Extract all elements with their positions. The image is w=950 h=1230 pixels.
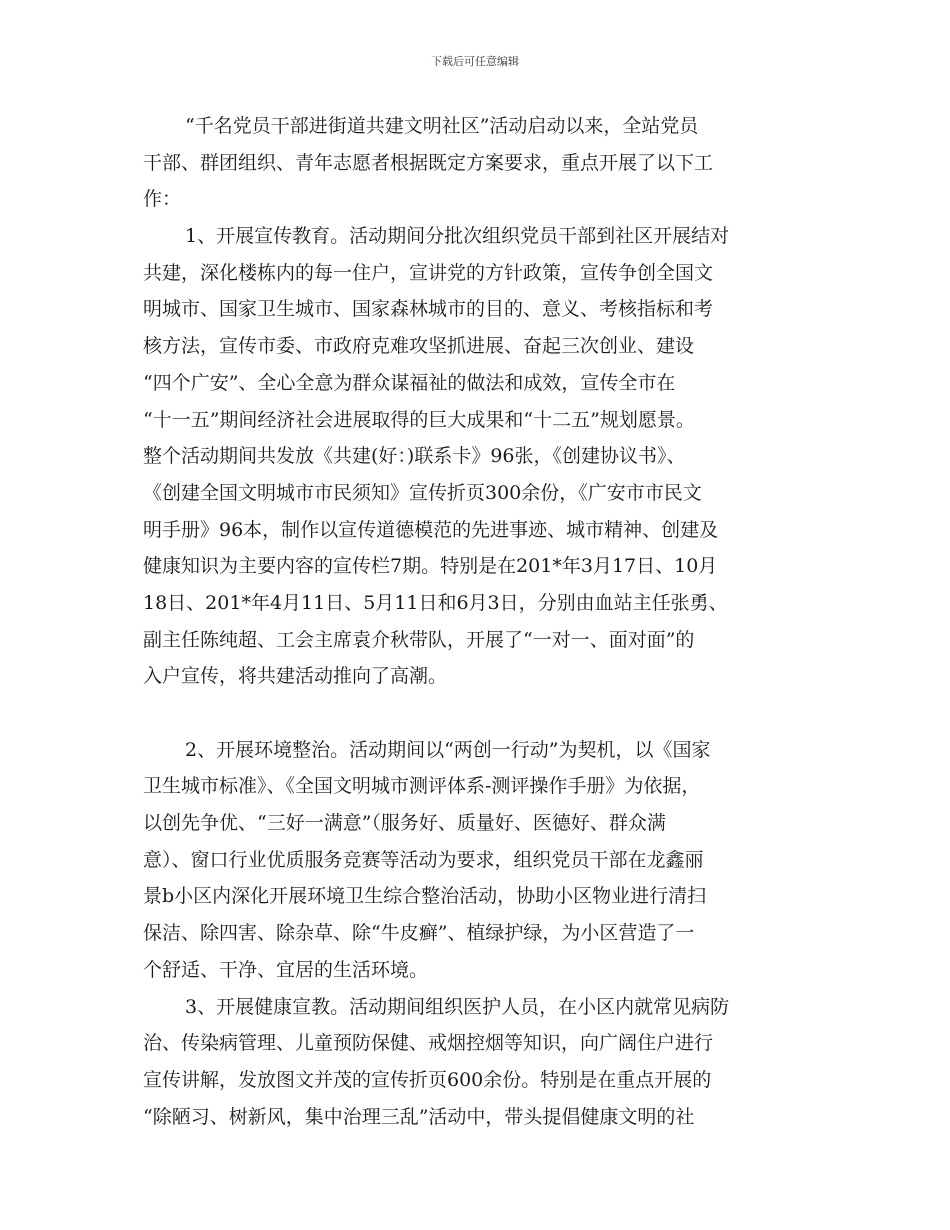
text-line: 1、开展宣传教育。活动期间分批次组织党员干部到社区开展结对	[185, 225, 730, 248]
text-line: 副主任陈纯超、工会主席袁介秋带队，开展了“一对一、面对面”的	[143, 628, 695, 651]
text-line	[143, 695, 823, 732]
document-body	[143, 108, 823, 1135]
text-line: “四个广安”、全心全意为群众谋福祉的做法和成效，宣传全市在	[143, 371, 676, 394]
text-line: 保洁、除四害、除杂草、除“牛皮癣”、植绿护绿，为小区营造了一	[143, 922, 695, 945]
text-line: “十一五”期间经济社会进展取得的巨大成果和“十二五”规划愿景。	[143, 408, 695, 431]
text-line: 《创建全国文明城市市民须知》宣传折页300余份，《广安市市民文	[143, 481, 702, 504]
paragraph-intro	[143, 108, 823, 218]
page-header: 下载后可任意编辑	[431, 55, 519, 68]
paragraph-health-education	[143, 989, 823, 1136]
text-line: 18日、201*年4月11日、5月11日和6月3日，分别由血站主任张勇、	[143, 591, 728, 614]
text-line: 卫生城市标准》、《全国文明城市测评体系-测评操作手册》为依据，	[143, 775, 701, 798]
text-line: 明城市、国家卫生城市、国家森林城市的目的、意义、考核指标和考	[143, 298, 714, 321]
text-line: 个舒适、干净、宜居的生活环境。	[143, 958, 429, 981]
text-line: 治、传染病管理、儿童预防保健、戒烟控烟等知识，向广阔住户进行	[143, 1032, 714, 1055]
text-line: 干部、群团组织、青年志愿者根据既定方案要求，重点开展了以下工	[143, 151, 714, 174]
text-line: 景b小区内深化开展环境卫生综合整治活动，协助小区物业进行清扫	[143, 885, 707, 908]
text-line: 作：	[143, 188, 182, 211]
text-line: 3、开展健康宣教。活动期间组织医护人员，在小区内就常见病防	[185, 995, 730, 1018]
text-line: “除陋习、树新风，集中治理三乱”活动中，带头提倡健康文明的社	[143, 1105, 695, 1128]
text-line: 健康知识为主要内容的宣传栏7期。特别是在201*年3月17日、10月	[143, 555, 718, 578]
paragraph-environment-rectification	[143, 732, 823, 989]
text-line: 意）、窗口行业优质服务竞赛等活动为要求，组织党员干部在龙鑫丽	[143, 848, 704, 871]
text-line: 2、开展环境整治。活动期间以“两创一行动”为契机，以《国家	[185, 738, 711, 761]
text-line: 共建，深化楼栋内的每一住户，宣讲党的方针政策，宣传争创全国文	[143, 261, 714, 284]
text-line: 宣传讲解，发放图文并茂的宣传折页600余份。特别是在重点开展的	[143, 1068, 712, 1091]
text-line: “千名党员干部进街道共建文明社区”活动启动以来，全站党员	[185, 115, 699, 137]
text-line: 明手册》96本，制作以宣传道德模范的先进事迹、城市精神、创建及	[143, 518, 719, 541]
text-line: 整个活动期间共发放《共建(好：)联系卡》96张，《创建协议书》、	[143, 445, 686, 468]
text-line: 入户宣传，将共建活动推向了高潮。	[143, 665, 448, 688]
paragraph-publicity-education	[143, 218, 823, 732]
text-line: 以创先争优、“三好一满意”（服务好、质量好、医德好、群众满	[143, 812, 666, 835]
text-line: 核方法，宣传市委、市政府克难攻坚抓进展、奋起三次创业、建设	[143, 335, 695, 358]
